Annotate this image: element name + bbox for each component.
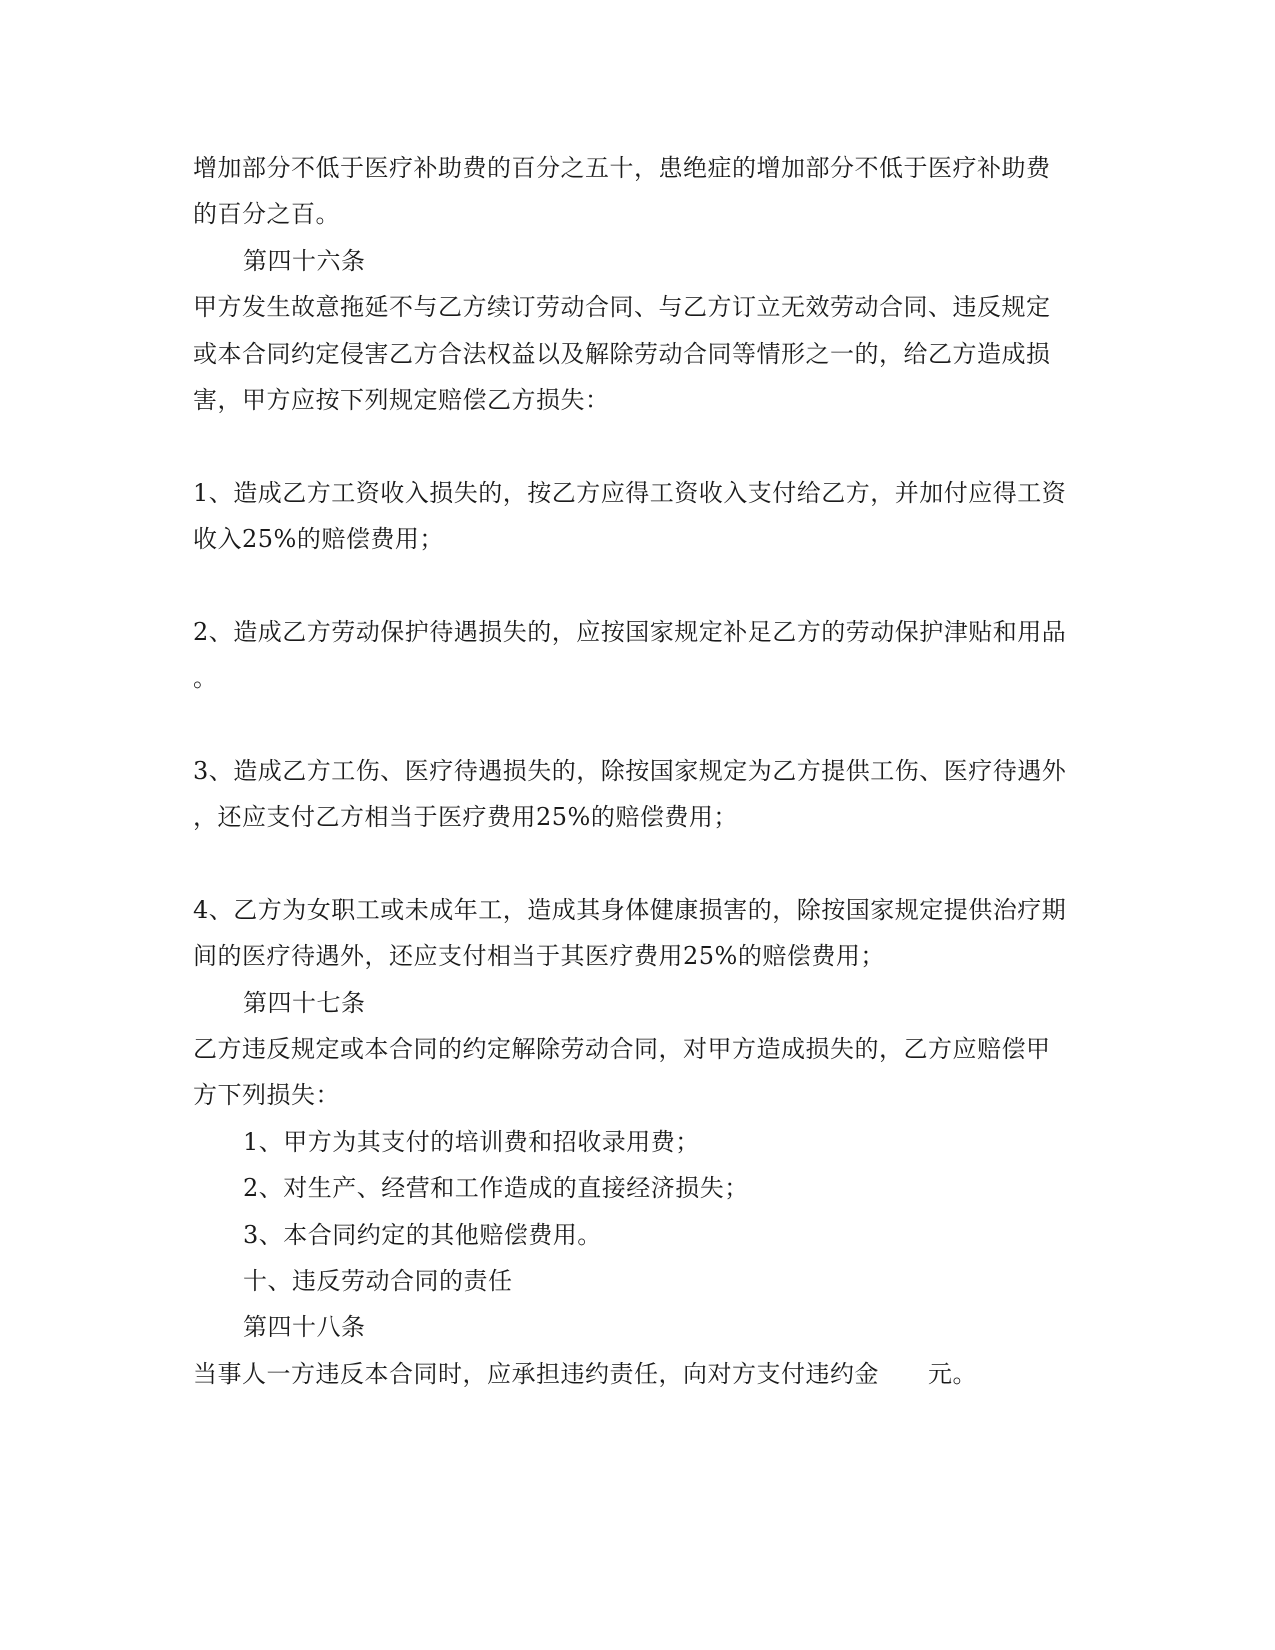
paragraph-line: 当事人一方违反本合同时，应承担违约责任，向对方支付违约金 元。 [193,1360,977,1388]
paragraph-line: 害，甲方应按下列规定赔偿乙方损失： [193,386,610,414]
article-heading-48: 第四十八条 [243,1313,366,1341]
paragraph-line: 的百分之百。 [193,200,340,228]
paragraph-line: 或本合同约定侵害乙方合法权益以及解除劳动合同等情形之一的，给乙方造成损 [193,340,1051,368]
list-item: 1、甲方为其支付的培训费和招收录用费； [243,1128,700,1156]
paragraph-line: 方下列损失： [193,1081,340,1109]
list-item: 2、造成乙方劳动保护待遇损失的，应按国家规定补足乙方的劳动保护津贴和用品 [193,618,1067,646]
paragraph-line: 乙方违反规定或本合同的约定解除劳动合同，对甲方造成损失的，乙方应赔偿甲 [193,1035,1051,1063]
paragraph-line: 增加部分不低于医疗补助费的百分之五十，患绝症的增加部分不低于医疗补助费 [193,154,1051,182]
list-item: 2、对生产、经营和工作造成的直接经济损失； [243,1174,749,1202]
list-item-continued: 间的医疗待遇外，还应支付相当于其医疗费用25%的赔偿费用； [193,942,885,970]
article-heading-46: 第四十六条 [243,247,366,275]
article-heading-47: 第四十七条 [243,989,366,1017]
list-item-continued: 。 [193,664,218,692]
list-item-continued: 收入25%的赔偿费用； [193,525,444,553]
list-item: 4、乙方为女职工或未成年工，造成其身体健康损害的，除按国家规定提供治疗期 [193,896,1067,924]
section-heading: 十、违反劳动合同的责任 [243,1267,513,1295]
list-item: 1、造成乙方工资收入损失的，按乙方应得工资收入支付给乙方，并加付应得工资 [193,479,1067,507]
list-item: 3、造成乙方工伤、医疗待遇损失的，除按国家规定为乙方提供工伤、医疗待遇外 [193,757,1067,785]
list-item: 3、本合同约定的其他赔偿费用。 [243,1221,602,1249]
list-item-continued: ，还应支付乙方相当于医疗费用25%的赔偿费用； [193,803,738,831]
paragraph-line: 甲方发生故意拖延不与乙方续订劳动合同、与乙方订立无效劳动合同、违反规定 [193,293,1051,321]
